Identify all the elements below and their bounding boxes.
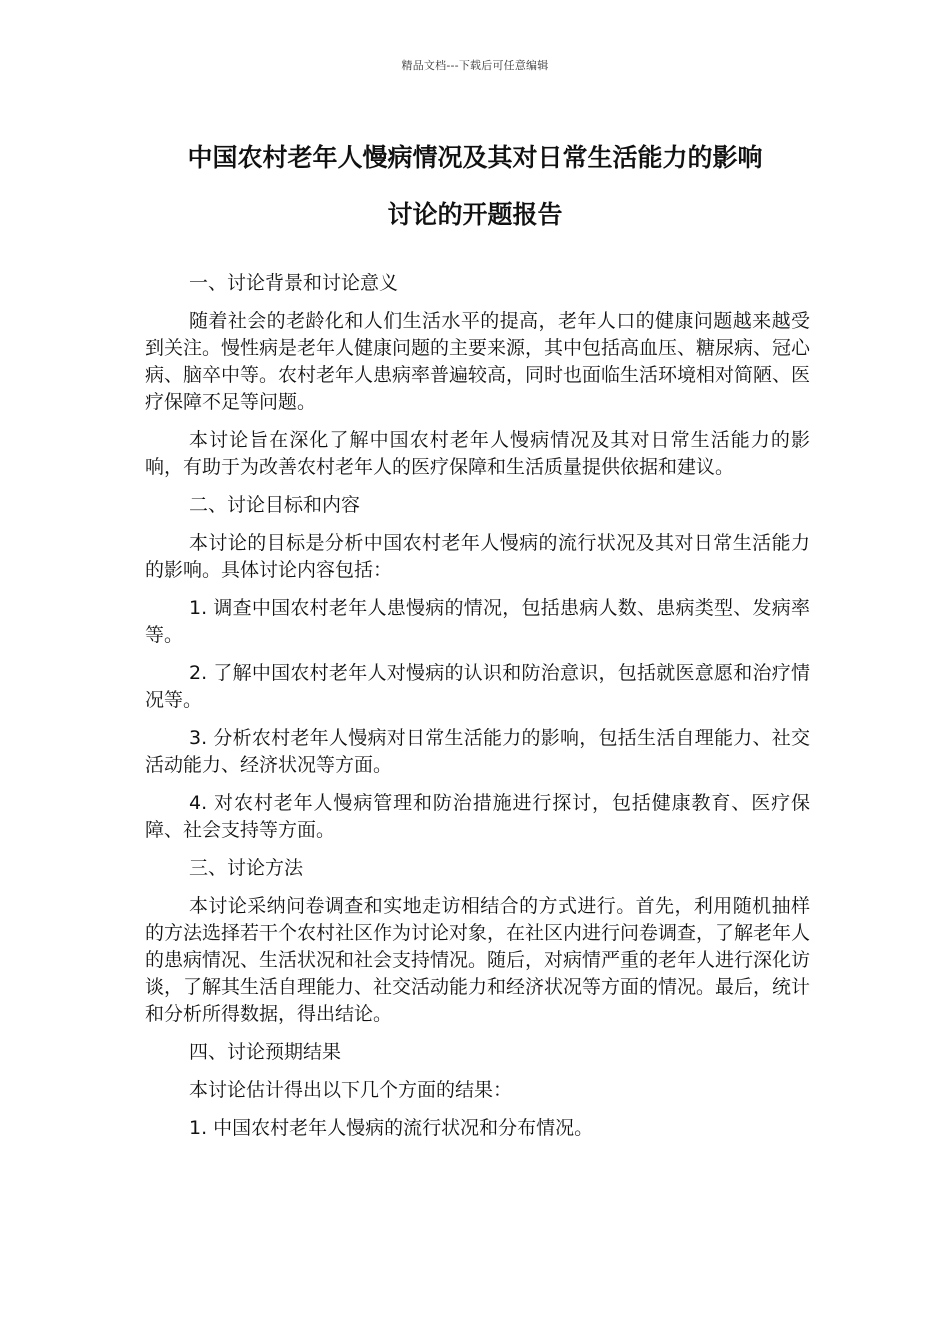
paragraph-background: 随着社会的老龄化和人们生活水平的提高，老年人口的健康问题越来越受到关注。慢性病是老年人健康问题的主要来源，其中包括高血压、糖尿病、冠心病、脑卒中等。农村老年人患病率普遍较高，同时也面临生活环境相对简陋、医疗保障不足等问题。 — [145, 310, 811, 413]
document-title-line-1: 中国农村老年人慢病情况及其对日常生活能力的影响 — [187, 143, 763, 172]
document-body — [145, 270, 810, 1153]
paragraph-methods: 本讨论采纳问卷调查和实地走访相结合的方式进行。首先，利用随机抽样的方法选择若干个农村社区作为讨论对象，在社区内进行问卷调查，了解老年人的患病情况、生活状况和社会支持情况。随后，对病情严重的老年人进行深化访谈，了解其生活自理能力、社交活动能力和经济状况等方面的情况。最后，统计和分析所得数据，得出结论。 — [145, 895, 811, 1025]
paragraph-significance: 本讨论旨在深化了解中国农村老年人慢病情况及其对日常生活能力的影响，有助于为改善农村老年人的医疗保障和生活质量提供依据和建议。 — [145, 429, 810, 478]
list-item: 3. 分析农村老年人慢病对日常生活能力的影响，包括生活自理能力、社交活动能力、经济状况等方面。 — [145, 727, 810, 776]
list-item: 1. 中国农村老年人慢病的流行状况和分布情况。 — [189, 1117, 594, 1139]
paragraph-objectives: 本讨论的目标是分析中国农村老年人慢病的流行状况及其对日常生活能力的影响。具体讨论内容包括： — [145, 532, 810, 581]
section-heading-objectives: 二、讨论目标和内容 — [189, 494, 361, 516]
list-item: 1. 调查中国农村老年人患慢病的情况，包括患病人数、患病类型、发病率等。 — [145, 597, 810, 646]
header-note: 精品文档---下载后可任意编辑 — [401, 59, 549, 72]
document-title-line-2: 讨论的开题报告 — [387, 200, 563, 229]
list-item: 2. 了解中国农村老年人对慢病的认识和防治意识，包括就医意愿和治疗情况等。 — [145, 662, 810, 711]
list-item: 4. 对农村老年人慢病管理和防治措施进行探讨，包括健康教育、医疗保障、社会支持等方面。 — [145, 792, 810, 841]
section-heading-expected-results: 四、讨论预期结果 — [189, 1041, 342, 1063]
section-heading-methods: 三、讨论方法 — [189, 857, 304, 879]
section-heading-background: 一、讨论背景和讨论意义 — [189, 272, 399, 294]
paragraph-expected-results: 本讨论估计得出以下几个方面的结果： — [189, 1079, 513, 1101]
